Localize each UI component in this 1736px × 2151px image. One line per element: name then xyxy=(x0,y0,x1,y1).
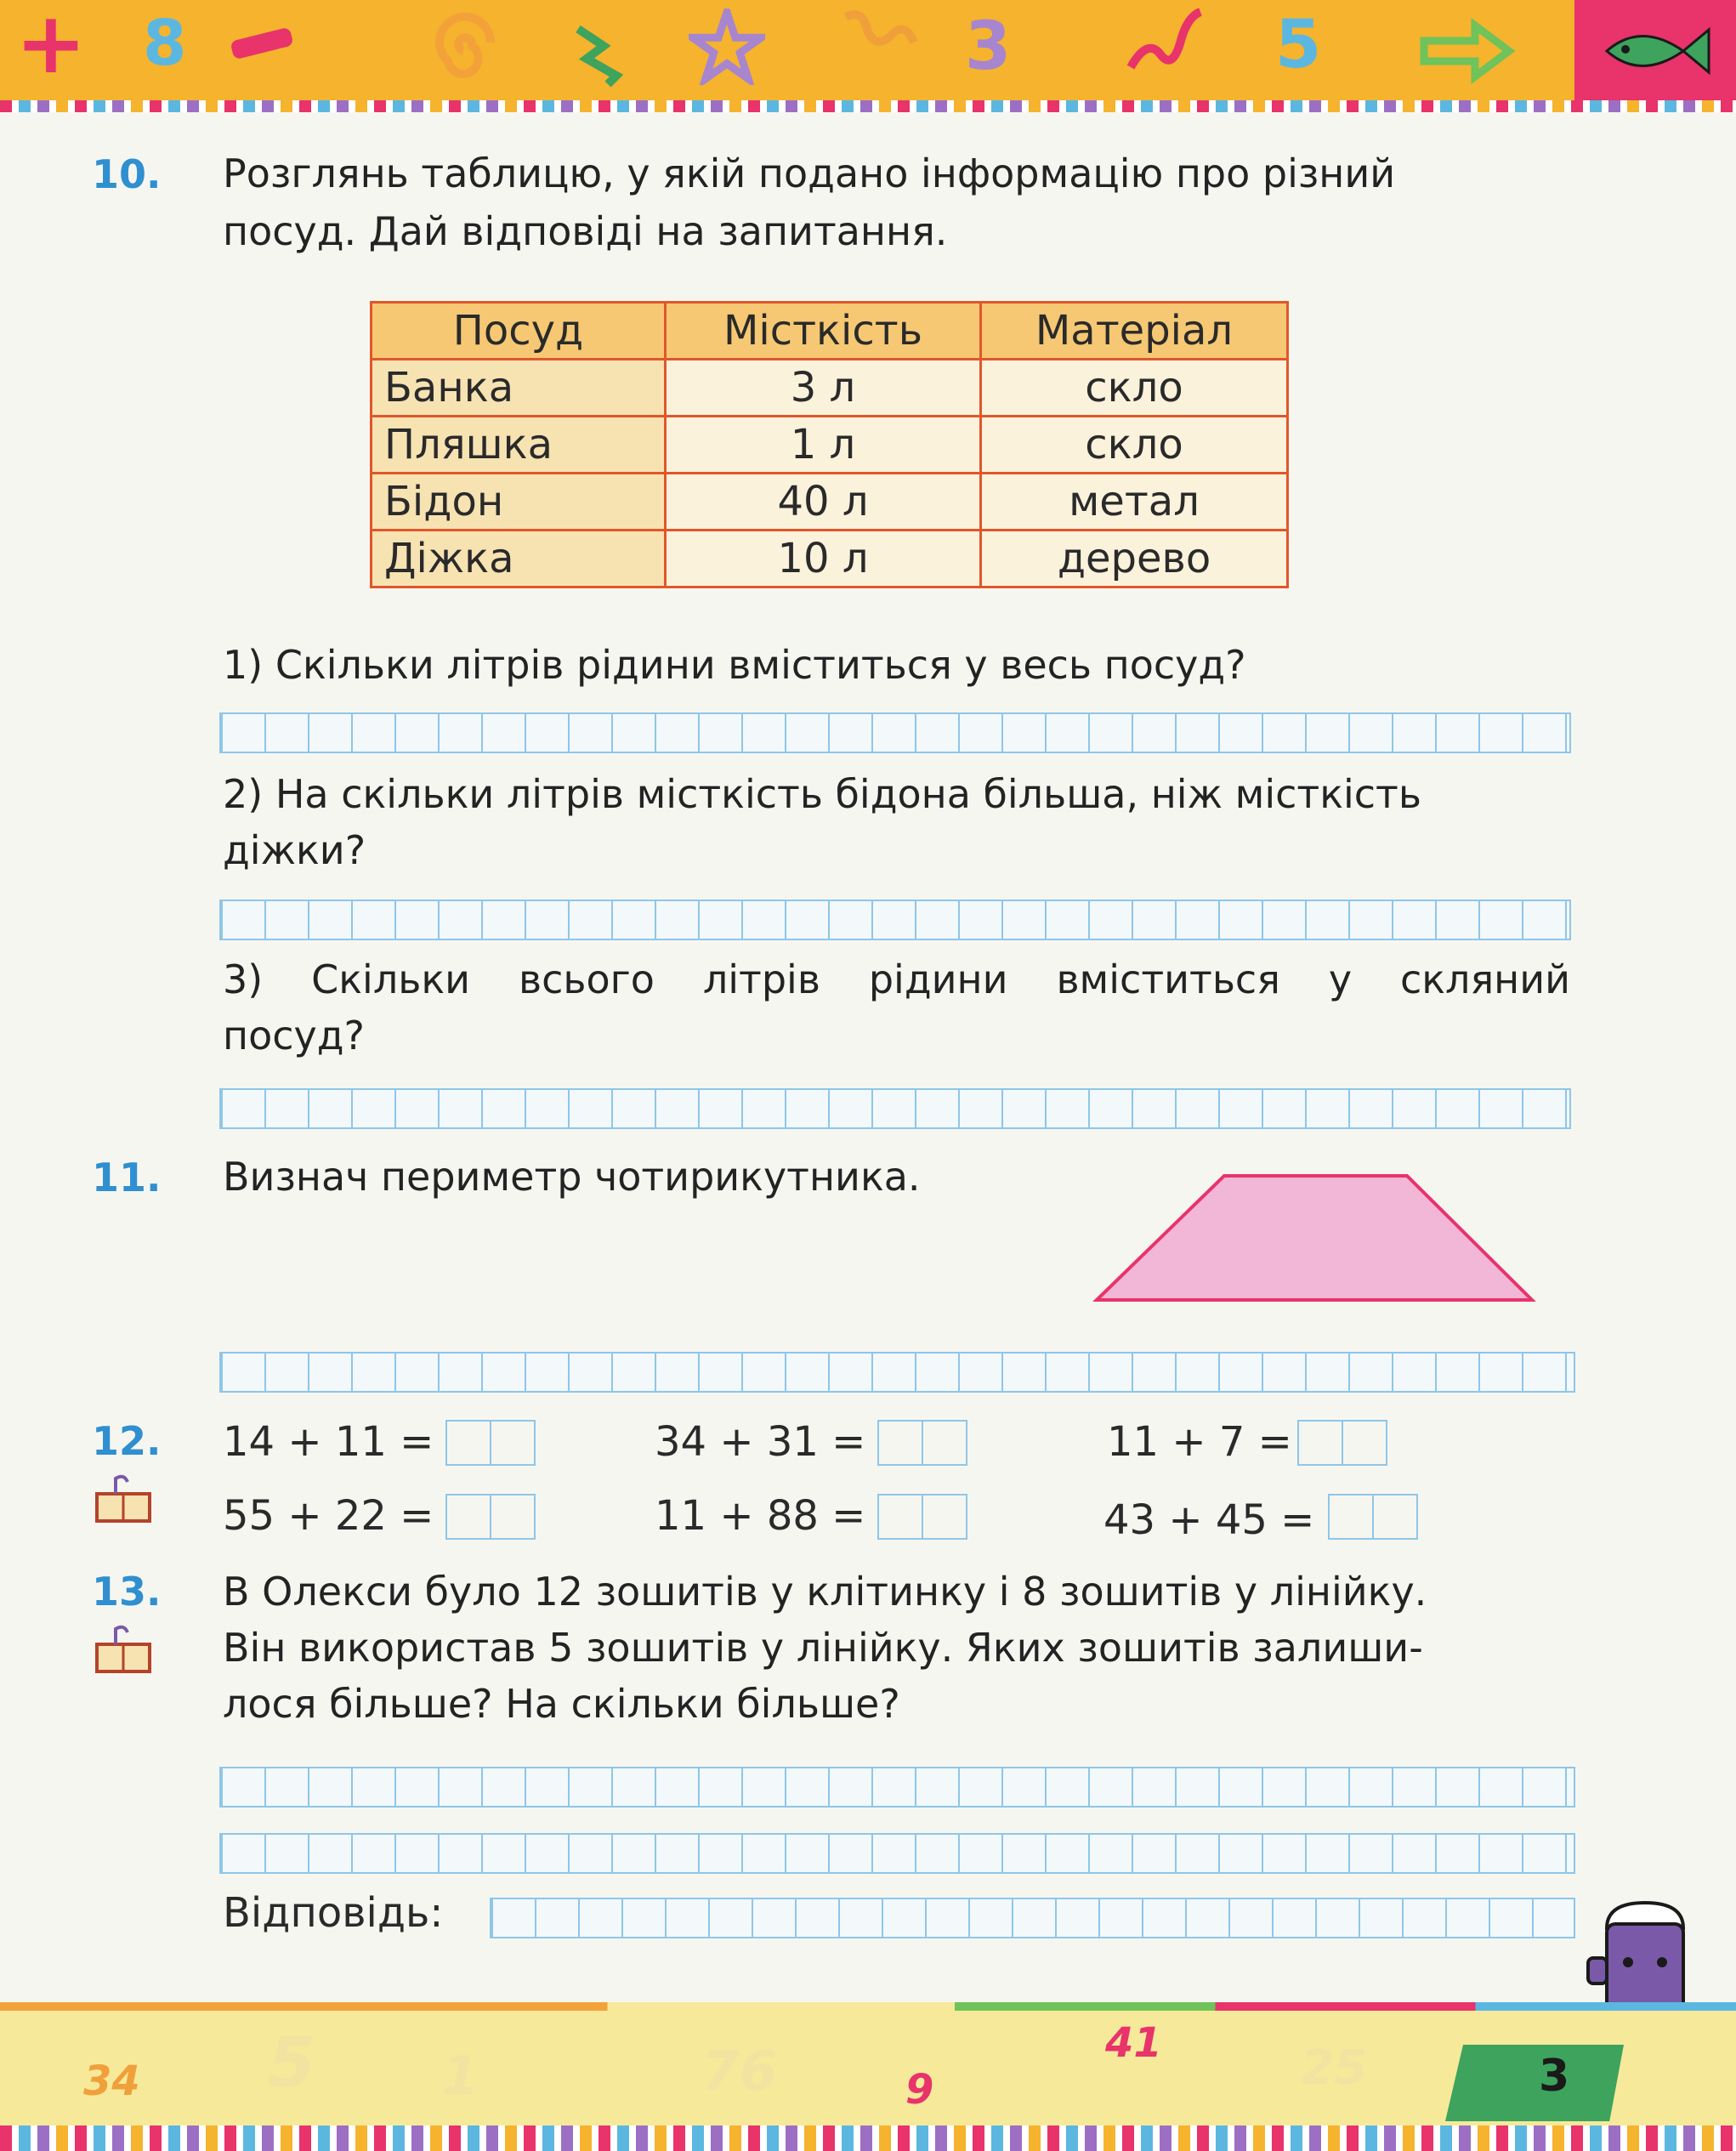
book-icon xyxy=(94,1473,153,1524)
question-2-line-1: 2) На скільки літрів місткість бідона більша, ніж місткість xyxy=(223,771,1421,817)
expression-5: 11 + 88 = xyxy=(655,1492,866,1540)
table-cell: 40 л xyxy=(666,474,981,531)
answer-grid-q3[interactable] xyxy=(219,1088,1571,1129)
table-cell: Пляшка xyxy=(372,417,666,474)
table-row xyxy=(372,417,1288,474)
table-cell: 1 л xyxy=(666,417,981,474)
footer-decor-number: 1 xyxy=(442,2045,479,2107)
footer-decor-number: 5 xyxy=(268,2023,315,2103)
question-3-line-2: посуд? xyxy=(223,1013,365,1058)
expression-4: 55 + 22 = xyxy=(223,1492,434,1540)
table-cell: скло xyxy=(981,417,1288,474)
table-row xyxy=(372,360,1288,417)
expression-1: 14 + 11 = xyxy=(223,1418,434,1466)
number-decor-icon: 5 xyxy=(1275,7,1322,83)
question-2-line-2: діжки? xyxy=(223,827,366,873)
question-1: 1) Скільки літрів рідини вміститься у весь посуд? xyxy=(223,642,1246,688)
table-cell: Банка xyxy=(372,360,666,417)
star-decor-icon xyxy=(689,9,765,85)
table-cell: 3 л xyxy=(666,360,981,417)
table-cell: метал xyxy=(981,474,1288,531)
task-10-text-line-1: Розглянь таблицю, у якій подано інформацію про різний xyxy=(223,150,1396,196)
table-cell: 10 л xyxy=(666,531,981,587)
answer-label: Відповідь: xyxy=(223,1889,444,1937)
book-icon xyxy=(94,1624,153,1675)
answer-grid-task-13-row-2[interactable] xyxy=(219,1833,1575,1874)
minus-decor-icon xyxy=(230,27,293,60)
spiral-decor-icon xyxy=(417,9,510,94)
table-header-cell: Місткість xyxy=(666,303,981,360)
answer-grid-task-11[interactable] xyxy=(219,1352,1575,1393)
task-12-number: 12. xyxy=(92,1418,162,1464)
footer-decor-number: 34 xyxy=(83,2057,140,2105)
table-row xyxy=(372,531,1288,587)
expression-3: 11 + 7 = xyxy=(1107,1418,1292,1466)
task-13-line-1: В Олекси було 12 зошитів у клітинку і 8 зошитів у лінійку. xyxy=(223,1569,1427,1615)
wave-decor-icon xyxy=(842,9,918,68)
task-13-line-2: Він використав 5 зошитів у лінійку. Яких зошитів залиши- xyxy=(223,1625,1423,1671)
task-11-text: Визнач периметр чотирикутника. xyxy=(223,1154,921,1200)
task-10-number: 10. xyxy=(92,151,162,197)
table-row xyxy=(372,474,1288,531)
question-3-line-1: 3) Скільки всього літрів рідини вміститься у скляний xyxy=(223,956,1570,1002)
table-cell: Бідон xyxy=(372,474,666,531)
answer-box[interactable] xyxy=(877,1420,967,1466)
page-number-badge xyxy=(1445,2045,1624,2121)
table-header-cell: Матеріал xyxy=(981,303,1288,360)
fish-decor-icon xyxy=(1590,17,1717,85)
task-11-number: 11. xyxy=(92,1155,162,1200)
expression-2: 34 + 31 = xyxy=(655,1418,866,1466)
footer-decor-number: 25 xyxy=(1301,2040,1367,2096)
squiggle-decor-icon xyxy=(1122,3,1207,80)
footer-line xyxy=(0,2002,1736,2011)
task-13-line-3: лося більше? На скільки більше? xyxy=(223,1681,900,1727)
task-13-number: 13. xyxy=(92,1569,162,1615)
answer-grid-q2[interactable] xyxy=(219,900,1571,940)
vessel-table xyxy=(370,301,1289,588)
answer-box[interactable] xyxy=(445,1420,536,1466)
answer-box[interactable] xyxy=(1328,1494,1418,1540)
answer-box[interactable] xyxy=(445,1494,536,1540)
answer-box[interactable] xyxy=(1297,1420,1387,1466)
number-decor-icon: 3 xyxy=(965,9,1012,85)
number-decor-icon: 8 xyxy=(143,7,187,80)
table-cell: Діжка xyxy=(372,531,666,587)
answer-box[interactable] xyxy=(877,1494,967,1540)
table-header-row xyxy=(372,303,1288,360)
table-cell: дерево xyxy=(981,531,1288,587)
plus-decor-icon: + xyxy=(15,0,87,93)
answer-grid-task-13-row-1[interactable] xyxy=(219,1767,1575,1808)
header-strip xyxy=(0,100,1736,112)
footer-decor-number: 41 xyxy=(1105,2019,1162,2067)
zigzag-decor-icon xyxy=(570,12,646,88)
page-number: 3 xyxy=(1539,2051,1570,2102)
footer-strip xyxy=(0,2125,1736,2151)
arrow-decor-icon xyxy=(1415,17,1518,85)
footer-decor-number: 76 xyxy=(701,2040,778,2103)
task-10-text-line-2: посуд. Дай відповіді на запитання. xyxy=(223,208,948,254)
table-header-cell: Посуд xyxy=(372,303,666,360)
answer-grid-q1[interactable] xyxy=(219,712,1571,753)
footer-decor-number: 9 xyxy=(905,2066,934,2114)
trapezoid-shape xyxy=(1088,1169,1547,1305)
answer-grid-final[interactable] xyxy=(490,1898,1575,1938)
header-band xyxy=(0,0,1736,100)
table-cell: скло xyxy=(981,360,1288,417)
expression-6: 43 + 45 = xyxy=(1103,1496,1315,1544)
